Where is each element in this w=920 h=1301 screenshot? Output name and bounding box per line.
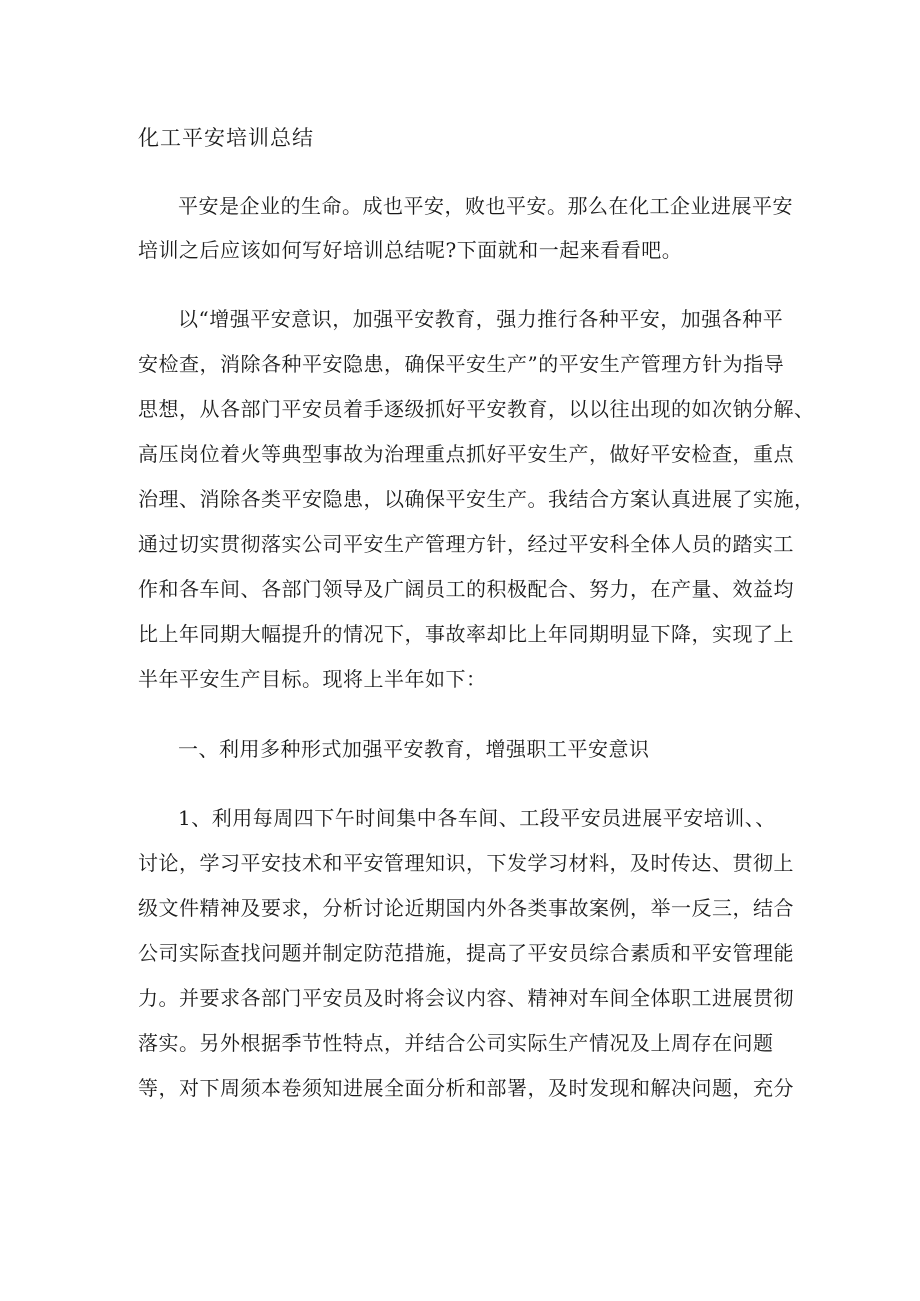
paragraph-2-line-2: 安检查，消除各种平安隐患，确保平安生产”的平安生产管理方针为指导	[138, 352, 785, 376]
paragraph-2-line-8: 比上年同期大幅提升的情况下，事故率却比上年同期明显下降，实现了上	[138, 622, 794, 646]
paragraph-2-line-9: 半年平安生产目标。现将上半年如下：	[138, 667, 487, 691]
paragraph-2-line-4: 高压岗位着火等典型事故为治理重点抓好平安生产，做好平安检查，重点	[138, 442, 794, 466]
document-title: 化工平安培训总结	[138, 126, 314, 150]
paragraph-3-line-5: 力。并要求各部门平安员及时将会议内容、精神对车间全体职工进展贯彻	[138, 986, 794, 1010]
paragraph-3-line-3: 级文件精神及要求，分析讨论近期国内外各类事故案例，举一反三，结合	[138, 896, 794, 920]
paragraph-3-line-4: 公司实际查找问题并制定防范措施，提高了平安员综合素质和平安管理能	[138, 941, 794, 965]
section-heading-1: 一、利用多种形式加强平安教育，增强职工平安意识	[178, 737, 650, 761]
paragraph-2-line-7: 作和各车间、各部门领导及广阔员工的积极配合、努力，在产量、效益均	[138, 577, 794, 601]
paragraph-2-line-1: 以“增强平安意识，加强平安教育，强力推行各种平安，加强各种平	[178, 307, 784, 331]
paragraph-1-line-1: 平安是企业的生命。成也平安，败也平安。那么在化工企业进展平安	[178, 194, 793, 218]
paragraph-2-line-3: 思想，从各部门平安员着手逐级抓好平安教育，以以往出现的如次钠分解、	[138, 397, 815, 421]
paragraph-3-line-7: 等，对下周须本卷须知进展全面分析和部署，及时发现和解决问题，充分	[138, 1076, 794, 1100]
paragraph-3-line-1: 1、利用每周四下午时间集中各车间、工段平安员进展平安培训、、	[178, 806, 776, 830]
paragraph-3-line-6: 落实。另外根据季节性特点，并结合公司实际生产情况及上周存在问题	[138, 1031, 774, 1055]
paragraph-3-line-2: 讨论，学习平安技术和平安管理知识，下发学习材料，及时传达、贯彻上	[138, 851, 794, 875]
paragraph-2-line-5: 治理、消除各类平安隐患，以确保平安生产。我结合方案认真进展了实施，	[138, 487, 815, 511]
paragraph-2-line-6: 通过切实贯彻落实公司平安生产管理方针，经过平安科全体人员的踏实工	[138, 532, 794, 556]
paragraph-1-line-2: 培训之后应该如何写好培训总结呢?下面就和一起来看看吧。	[138, 238, 683, 262]
